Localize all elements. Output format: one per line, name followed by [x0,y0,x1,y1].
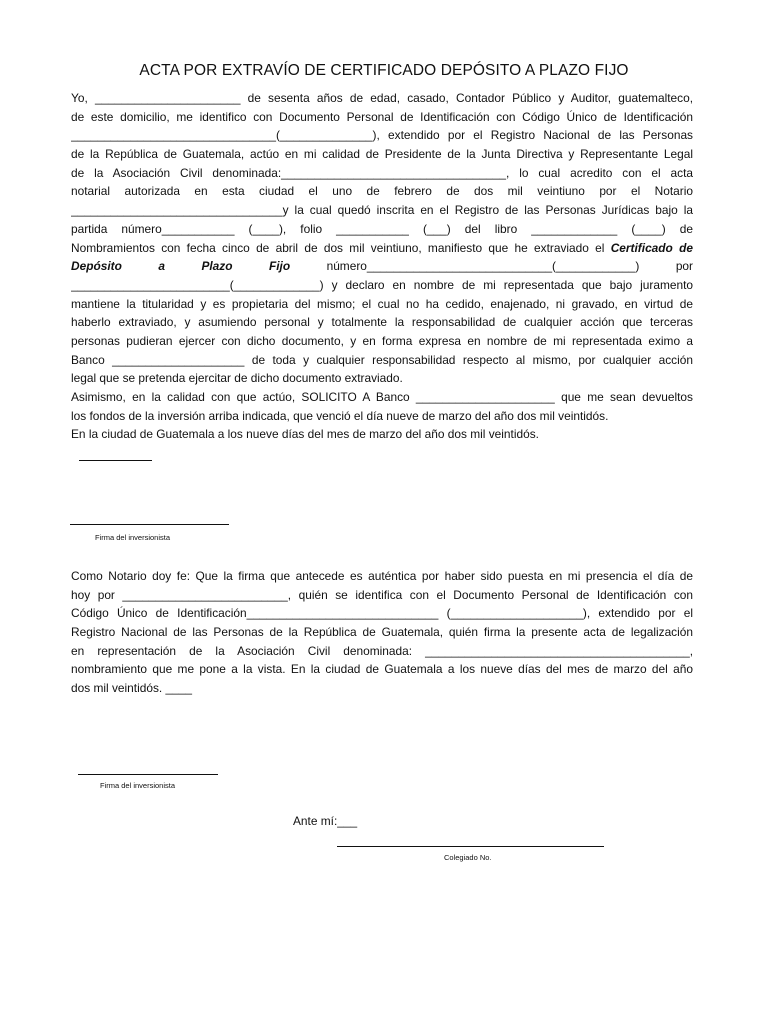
signature-line [78,774,218,775]
body-text: Nombramientos con fecha cinco de abril de dos mil veintiuno, manifiesto que he extraviado el [71,240,605,255]
body-line: ________________________________y la cual quedó inscrita en el Registro de las Personas Jurídicas bajo la [71,203,693,218]
body-line: los fondos de la inversión arriba indicada, que venció el día nueve de marzo del año dos mil veintidós. [71,408,609,423]
body-line-certificate [71,239,693,258]
body-line: de este domicilio, me identifico con Documento Personal de Identificación con Código Único de Identificación [71,109,693,124]
ante-mi-text: Ante mí:___ [293,814,358,828]
notary-line: en representación de la Asociación Civil denominada: ________________________________________, [71,643,693,658]
certificate-emphasis: Fijo [268,259,291,274]
certificate-emphasis: Plazo [201,259,233,274]
notary-line: Como Notario doy fe: Que la firma que antecede es auténtica por haber sido puesta en mi presencia el día de [71,569,693,583]
certificate-emphasis: Certificado de [610,240,693,255]
signature-line [70,524,229,525]
body-line: personas pudieran ejercer con dicho documento, y en forma expresa en nombre de mi representada eximo a [71,333,693,348]
blank-line [79,460,152,461]
body-line: legal que se pretenda ejercitar de dicho documento extraviado. [71,371,403,386]
certificate-emphasis: Depósito [71,259,122,274]
body-line: de la República de Guatemala, actúo en mi calidad de Presidente de la Junta Directiva y Representante Legal [71,147,693,162]
notary-line: Código Único de Identificación_____________________________ (____________________), extendido por el [71,606,693,621]
body-line: Yo, ______________________ de sesenta años de edad, casado, Contador Público y Auditor, guatemalteco, [71,91,693,105]
notary-line: nombramiento que me pone a la vista. En la ciudad de Guatemala a los nueve días del mes de marzo del año [71,662,693,677]
colegiado-label: Colegiado No. [444,853,492,862]
certificate-emphasis: a [158,259,165,274]
body-line: Asimismo, en la calidad con que actúo, SOLICITO A Banco _____________________ que me sean devueltos [71,390,693,404]
body-line: haberlo extraviado, y asumiendo personal y totalmente la responsabilidad de cualquier acción que terceras [71,315,693,330]
notary-line: dos mil veintidós. ____ [71,681,192,696]
notary-line: Registro Nacional de las Personas de la República de Guatemala, quién firma la presente acta de legalización [71,625,693,640]
signature-label: Firma del inversionista [95,533,171,542]
notary-signature-line [337,846,604,847]
body-line: partida número___________ (____), folio ___________ (___) del libro _____________ (____) de [71,221,693,236]
notary-line: hoy por _________________________, quién se identifica con el Documento Personal de Identificación con [71,587,693,602]
body-line: Banco ____________________ de toda y cualquier responsabilidad respecto al mismo, por cualquier acción [71,352,693,367]
body-line: de la Asociación Civil denominada:__________________________________, lo cual acredito con el acta [71,165,693,180]
declaration-paragraph [71,89,693,444]
body-line: mantiene la titularidad y es propietaria del mismo; el cual no ha cedido, enajenado, ni gravado, en virtud de [71,296,693,311]
body-line: ________________________(_____________) y declaro en nombre de mi representada que bajo juramento [71,277,693,292]
body-line: _______________________________(______________), extendido por el Registro Nacional de las Personas [71,128,693,143]
body-text: número____________________________(____________) [326,259,640,274]
signature-label: Firma del inversionista [100,781,176,790]
body-line: notarial autorizada en esta ciudad el uno de febrero de dos mil veintiuno por el Notario [71,184,693,199]
body-text: por [675,259,693,274]
document-title: ACTA POR EXTRAVÍO DE CERTIFICADO DEPÓSITO A PLAZO FIJO [139,62,629,79]
body-line: En la ciudad de Guatemala a los nueve días del mes de marzo del año dos mil veintidós. [71,427,539,442]
notary-paragraph [71,567,693,698]
body-line-certificate-number [71,257,693,276]
